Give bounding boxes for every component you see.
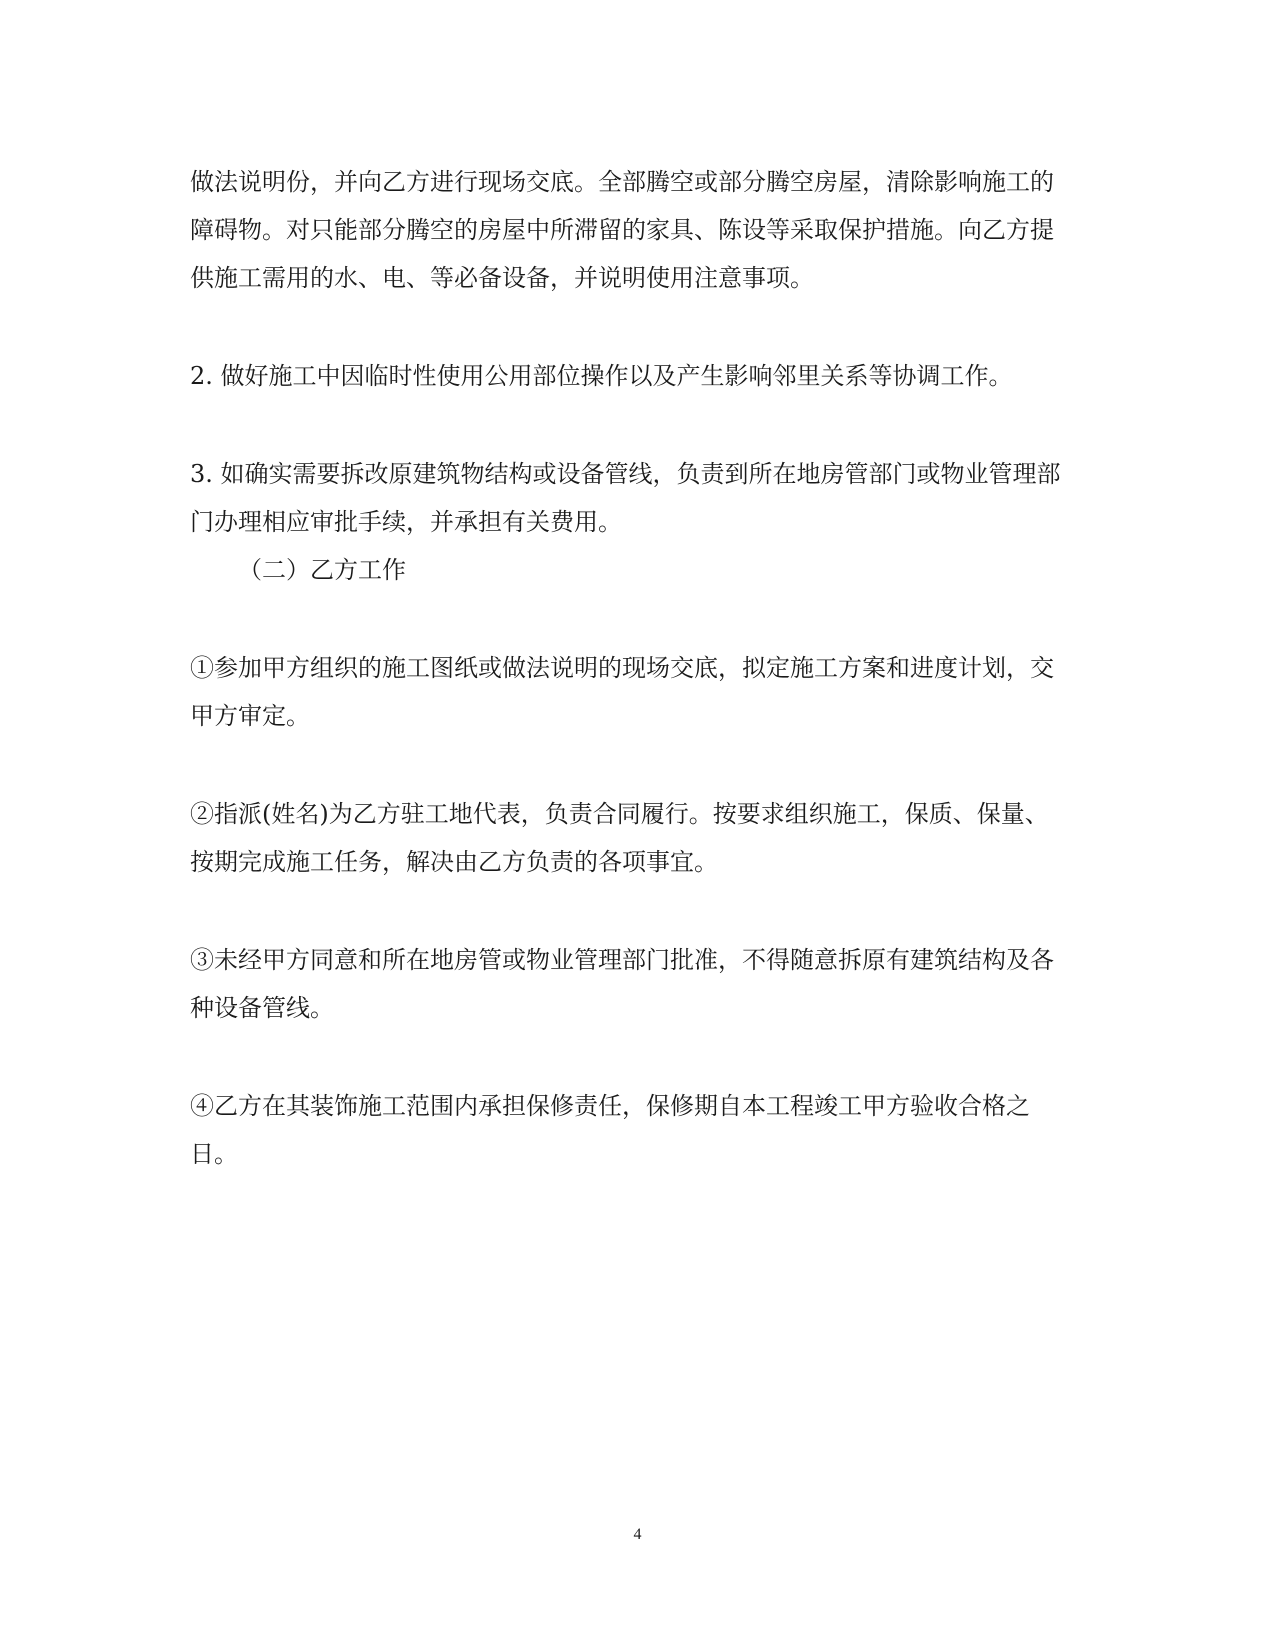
paragraph-circled-4: ④乙方在其装饰施工范围内承担保修责任，保修期自本工程竣工甲方验收合格之日。 [190,1092,1030,1168]
paragraph-circled-2: ②指派(姓名)为乙方驻工地代表，负责合同履行。按要求组织施工，保质、保量、按期完成施工任务，解决由乙方负责的各项事宜。 [190,800,1049,876]
paragraph-spacer [190,1032,1070,1082]
paragraph-party-a-duties: 做法说明份，并向乙方进行现场交底。全部腾空或部分腾空房屋，清除影响施工的障碍物。对只能部分腾空的房屋中所滞留的家具、陈设等采取保护措施。向乙方提供施工需用的水、电、等必备设备，并说明使用注意事项。 [190,168,1054,292]
paragraph-spacer [190,594,1070,644]
document-body [190,158,1070,1178]
paragraph-item-3: 3. 如确实需要拆改原建筑物结构或设备管线，负责到所在地房管部门或物业管理部门办理相应审批手续，并承担有关费用。 [190,460,1061,536]
paragraph-item-2: 2. 做好施工中因临时性使用公用部位操作以及产生影响邻里关系等协调工作。 [190,362,1013,390]
paragraph-circled-3: ③未经甲方同意和所在地房管或物业管理部门批准，不得随意拆原有建筑结构及各种设备管线。 [190,946,1054,1022]
paragraph-spacer [190,400,1070,450]
paragraph-spacer [190,740,1070,790]
paragraph-spacer [190,886,1070,936]
page-number: 4 [633,1526,642,1543]
paragraph-spacer [190,302,1070,352]
paragraph-circled-1: ①参加甲方组织的施工图纸或做法说明的现场交底，拟定施工方案和进度计划，交甲方审定。 [190,654,1054,730]
section-heading-party-b: （二）乙方工作 [238,556,406,584]
